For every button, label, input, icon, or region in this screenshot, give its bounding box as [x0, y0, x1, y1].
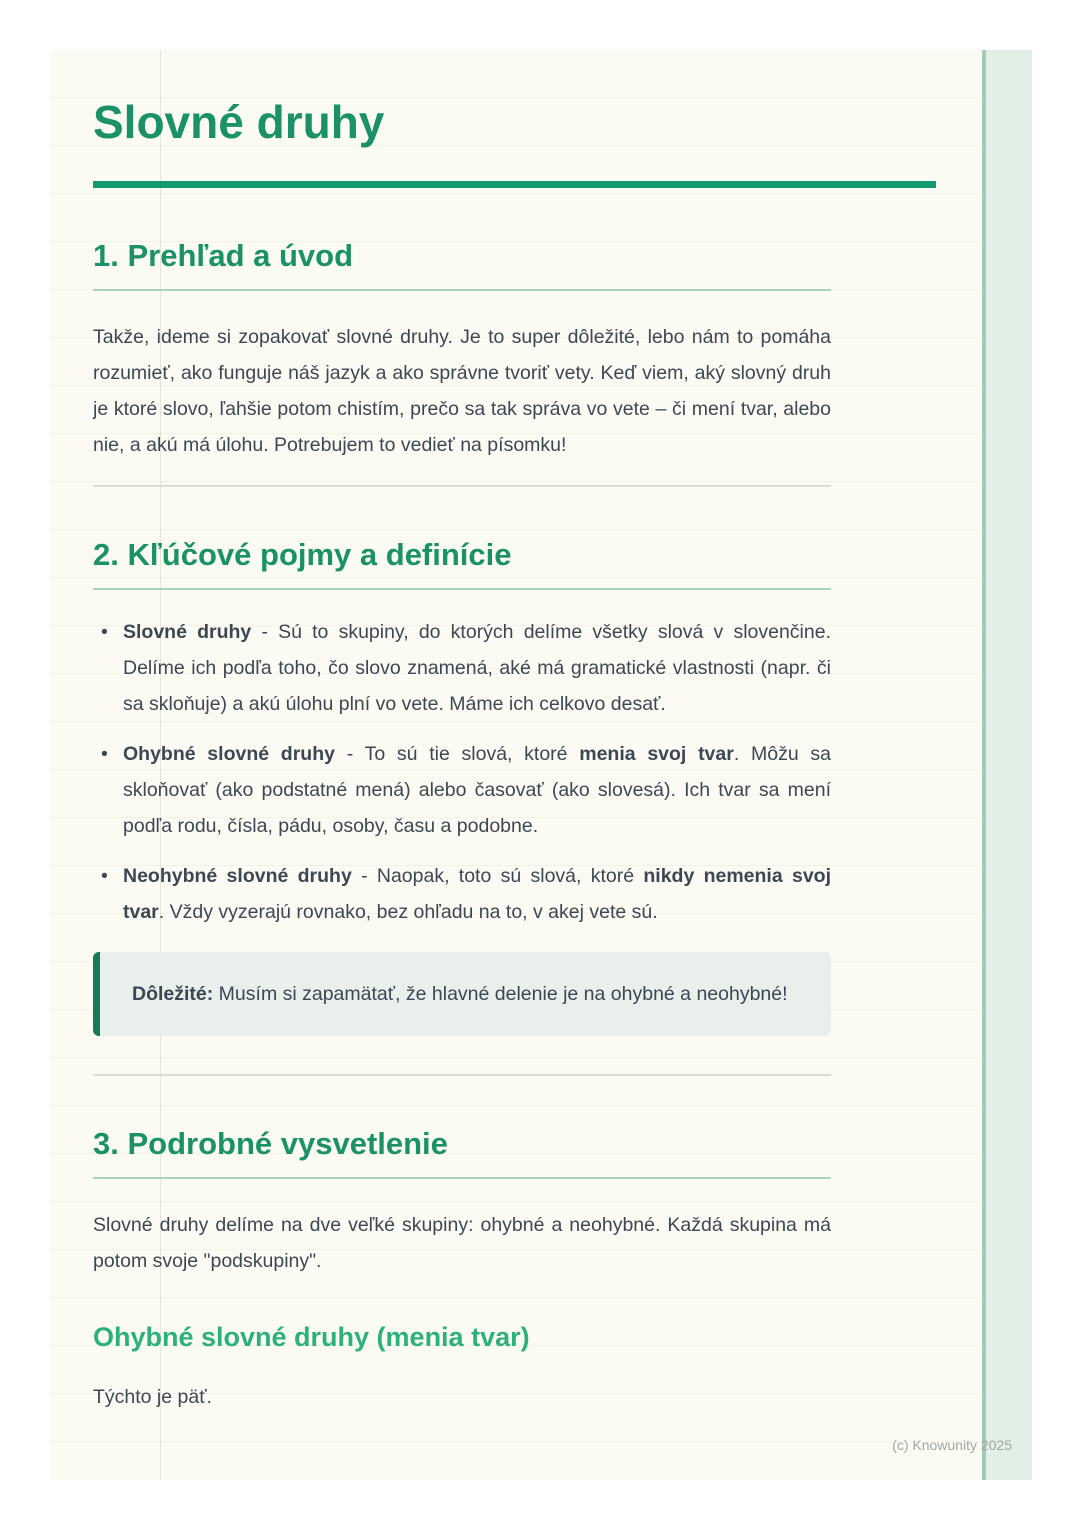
section-3-heading: 3. Podrobné vysvetlenie [93, 1126, 831, 1179]
title-underline-rule [93, 181, 936, 188]
list-item [93, 614, 831, 722]
section-1-paragraph: Takže, ideme si zopakovať slovné druhy. Je to super dôležité, lebo nám to pomáha rozumieť, ako funguje náš jazyk a ako správne tvoriť vety. Keď viem, aký slovný druh je ktoré slovo, ľahšie potom chistím, prečo sa tak správa vo vete – či mení tvar, alebo nie, a akú má úlohu. Potrebujem to vedieť na písomku! [93, 326, 831, 456]
callout-text [132, 976, 801, 1012]
term-emphasis: nikdy nemenia svoj tvar [123, 865, 831, 923]
term-emphasis: menia svoj tvar [579, 743, 734, 765]
term-definition: . Môžu sa skloňovať (ako podstatné mená) alebo časovať (ako slovesá). Ich tvar sa mení podľa rodu, čísla, pádu, osoby, času a podobne. [123, 743, 831, 837]
section-1-heading: 1. Prehľad a úvod [93, 238, 831, 291]
term-definition: - Sú to skupiny, do ktorých delíme všetky slová v slovenčine. Delíme ich podľa toho, čo slovo znamená, aké má gramatické vlastnosti (napr. či sa skloňuje) a akú úlohu plní vo vete. Máme ich celkovo desať. [123, 621, 831, 715]
section-detailed-explanation [93, 1126, 831, 1415]
term-definition: . Vždy vyzerajú rovnako, bez ohľadu na to, v akej vete sú. [158, 901, 658, 923]
subsection-paragraph: Týchto je päť. [93, 1386, 212, 1408]
section-divider [93, 485, 831, 487]
right-accent-stripe [982, 50, 1032, 1480]
copyright-credit: (c) Knowunity 2025 [892, 1437, 1012, 1453]
callout-body: Musím si zapamätať, že hlavné delenie je na ohybné a neohybné! [213, 983, 788, 1005]
page-title: Slovné druhy [93, 96, 385, 148]
document-page [50, 50, 1032, 1480]
term-label: Neohybné slovné druhy [123, 865, 352, 887]
term-definition: - To sú tie slová, ktoré [334, 743, 580, 765]
definitions-list [93, 614, 831, 930]
section-divider [93, 1074, 831, 1076]
subsection-heading: Ohybné slovné druhy (menia tvar) [93, 1322, 530, 1352]
section-overview [93, 238, 831, 487]
document-content [93, 50, 936, 1415]
section-3-paragraph: Slovné druhy delíme na dve veľké skupiny: ohybné a neohybné. Každá skupina má potom svoje "podskupiny". [93, 1214, 831, 1272]
important-callout [93, 952, 831, 1036]
term-definition: - Naopak, toto sú slová, ktoré [351, 865, 644, 887]
list-item [93, 858, 831, 930]
term-label: Slovné druhy [123, 621, 252, 643]
section-key-terms [93, 537, 831, 1076]
callout-label: Dôležité: [132, 983, 214, 1005]
term-label: Ohybné slovné druhy [123, 743, 335, 765]
list-item [93, 736, 831, 844]
section-2-heading: 2. Kľúčové pojmy a definície [93, 537, 831, 590]
